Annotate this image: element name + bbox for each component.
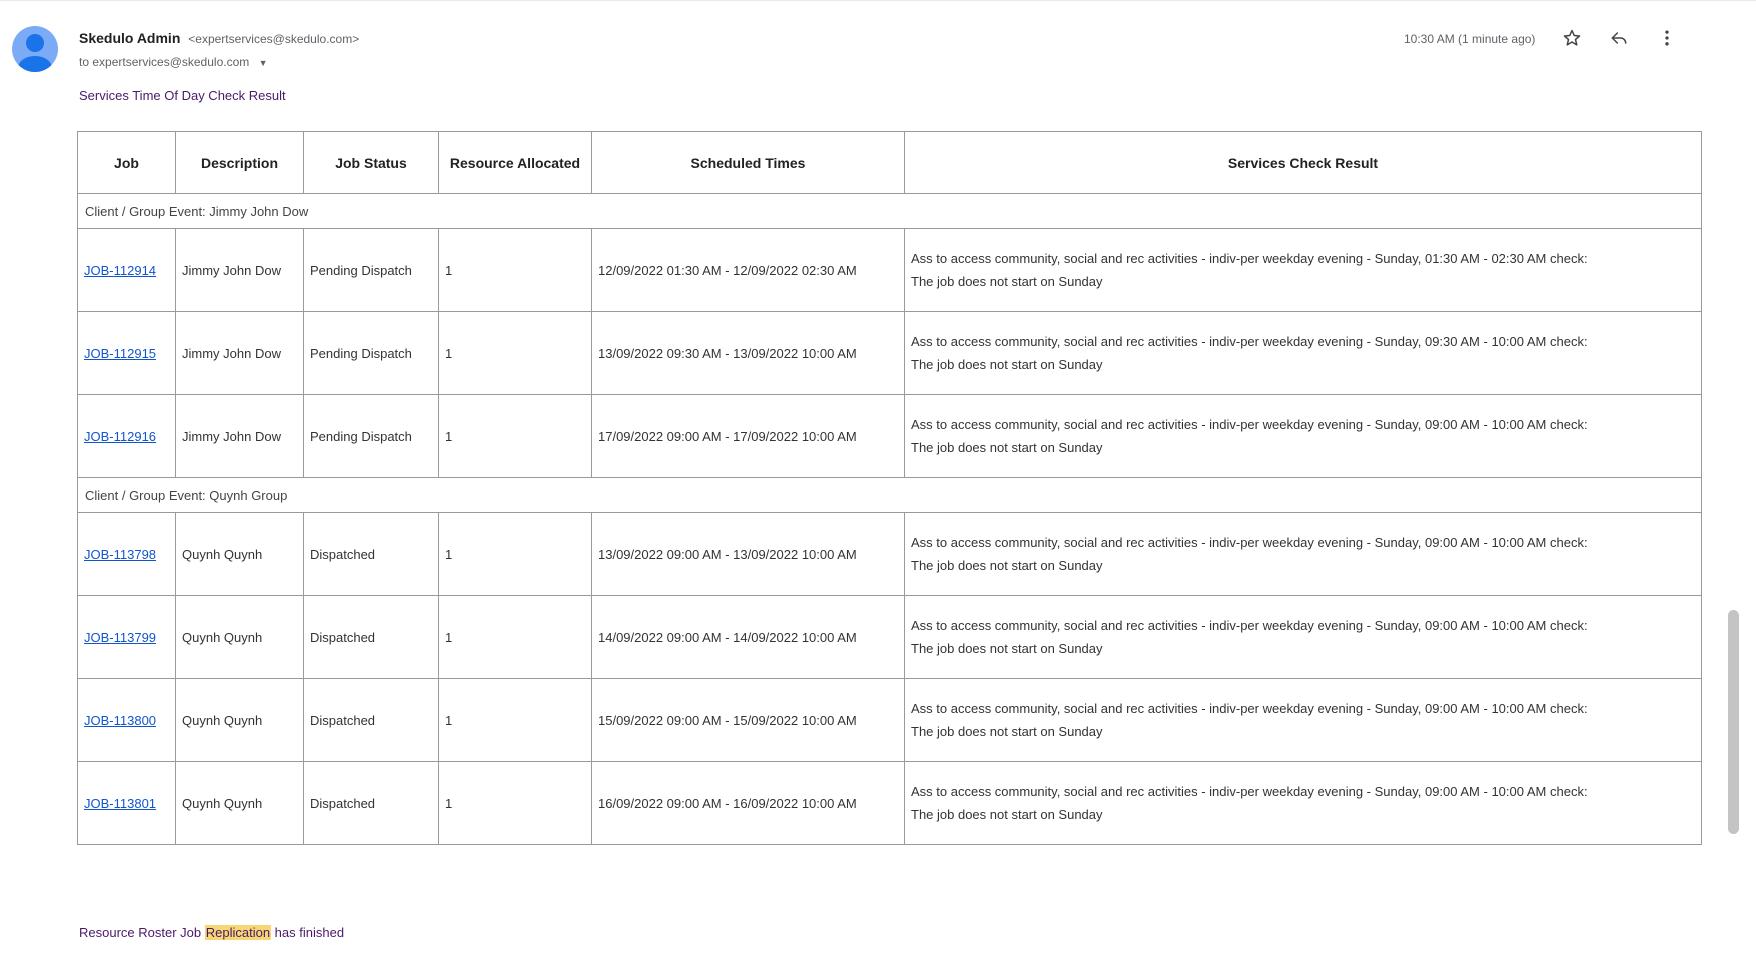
avatar-body bbox=[18, 56, 52, 72]
job-description: Quynh Quynh bbox=[176, 679, 304, 762]
scheduled-times: 16/09/2022 09:00 AM - 16/09/2022 10:00 AM bbox=[592, 762, 905, 845]
caret-down-icon[interactable]: ▼ bbox=[258, 58, 268, 68]
job-link[interactable]: JOB-113801 bbox=[84, 795, 157, 811]
avatar-head bbox=[26, 34, 44, 52]
job-link[interactable]: JOB-112916 bbox=[84, 428, 157, 444]
email-subject: Services Time Of Day Check Result bbox=[79, 88, 286, 103]
group-label: Client / Group Event: Jimmy John Dow bbox=[78, 194, 1702, 229]
resource-allocated: 1 bbox=[439, 312, 592, 395]
table-row bbox=[78, 596, 1702, 679]
resource-allocated: 1 bbox=[439, 513, 592, 596]
footer-message bbox=[79, 925, 344, 940]
message-timestamp: 10:30 AM (1 minute ago) bbox=[1404, 32, 1536, 46]
group-row bbox=[78, 194, 1702, 229]
job-status: Pending Dispatch bbox=[304, 312, 439, 395]
table-row bbox=[78, 229, 1702, 312]
table-row bbox=[78, 679, 1702, 762]
scheduled-times: 15/09/2022 09:00 AM - 15/09/2022 10:00 AM bbox=[592, 679, 905, 762]
check-result: The job does not start on Sunday bbox=[911, 357, 1103, 372]
more-vert-icon[interactable] bbox=[1655, 26, 1679, 50]
sender-email: <expertservices@skedulo.com> bbox=[188, 32, 360, 46]
sender-name[interactable]: Skedulo Admin bbox=[79, 30, 181, 46]
star-icon[interactable] bbox=[1560, 26, 1584, 50]
job-description: Jimmy John Dow bbox=[176, 229, 304, 312]
header-resource-allocated: Resource Allocated bbox=[439, 132, 592, 194]
person-avatar-icon[interactable] bbox=[12, 26, 58, 72]
job-link[interactable]: JOB-113799 bbox=[84, 629, 157, 645]
job-status: Dispatched bbox=[304, 596, 439, 679]
reply-icon[interactable] bbox=[1607, 26, 1631, 50]
sender-line bbox=[79, 30, 359, 46]
check-description: Ass to access community, social and rec activities - indiv-per weekday evening - Sunday, 01:30 AM - 02:30 AM check: bbox=[911, 251, 1588, 266]
job-status: Dispatched bbox=[304, 513, 439, 596]
check-description: Ass to access community, social and rec activities - indiv-per weekday evening - Sunday, 09:00 AM - 10:00 AM check: bbox=[911, 784, 1588, 799]
footer-suffix: has finished bbox=[271, 925, 345, 940]
job-link[interactable]: JOB-113800 bbox=[84, 712, 157, 728]
header-description: Description bbox=[176, 132, 304, 194]
scheduled-times: 13/09/2022 09:30 AM - 13/09/2022 10:00 AM bbox=[592, 312, 905, 395]
check-description: Ass to access community, social and rec activities - indiv-per weekday evening - Sunday, 09:30 AM - 10:00 AM check: bbox=[911, 334, 1588, 349]
check-result-cell bbox=[905, 596, 1702, 679]
check-result-cell bbox=[905, 679, 1702, 762]
table-row bbox=[78, 513, 1702, 596]
job-description: Jimmy John Dow bbox=[176, 395, 304, 478]
top-divider bbox=[0, 0, 1756, 1]
scheduled-times: 17/09/2022 09:00 AM - 17/09/2022 10:00 AM bbox=[592, 395, 905, 478]
check-description: Ass to access community, social and rec activities - indiv-per weekday evening - Sunday, 09:00 AM - 10:00 AM check: bbox=[911, 417, 1588, 432]
group-row bbox=[78, 478, 1702, 513]
job-status: Pending Dispatch bbox=[304, 395, 439, 478]
header-job-status: Job Status bbox=[304, 132, 439, 194]
check-description: Ass to access community, social and rec activities - indiv-per weekday evening - Sunday, 09:00 AM - 10:00 AM check: bbox=[911, 701, 1588, 716]
check-description: Ass to access community, social and rec activities - indiv-per weekday evening - Sunday, 09:00 AM - 10:00 AM check: bbox=[911, 618, 1588, 633]
header-scheduled-times: Scheduled Times bbox=[592, 132, 905, 194]
job-description: Quynh Quynh bbox=[176, 513, 304, 596]
job-link[interactable]: JOB-113798 bbox=[84, 546, 157, 562]
scheduled-times: 12/09/2022 01:30 AM - 12/09/2022 02:30 AM bbox=[592, 229, 905, 312]
resource-allocated: 1 bbox=[439, 229, 592, 312]
check-result: The job does not start on Sunday bbox=[911, 807, 1103, 822]
group-label: Client / Group Event: Quynh Group bbox=[78, 478, 1702, 513]
check-result-cell bbox=[905, 513, 1702, 596]
recipient-label: to expertservices@skedulo.com bbox=[79, 55, 250, 69]
table-row bbox=[78, 762, 1702, 845]
header-job: Job bbox=[78, 132, 176, 194]
table-header-row bbox=[78, 132, 1702, 194]
scheduled-times: 13/09/2022 09:00 AM - 13/09/2022 10:00 AM bbox=[592, 513, 905, 596]
table-row bbox=[78, 312, 1702, 395]
recipient-details[interactable] bbox=[79, 55, 268, 69]
table-row bbox=[78, 395, 1702, 478]
resource-allocated: 1 bbox=[439, 762, 592, 845]
job-link[interactable]: JOB-112915 bbox=[84, 345, 157, 361]
job-link[interactable]: JOB-112914 bbox=[84, 262, 157, 278]
check-result-cell bbox=[905, 762, 1702, 845]
check-result-cell bbox=[905, 312, 1702, 395]
check-result: The job does not start on Sunday bbox=[911, 558, 1103, 573]
check-description: Ass to access community, social and rec activities - indiv-per weekday evening - Sunday, 09:00 AM - 10:00 AM check: bbox=[911, 535, 1588, 550]
check-result: The job does not start on Sunday bbox=[911, 641, 1103, 656]
resource-allocated: 1 bbox=[439, 395, 592, 478]
resource-allocated: 1 bbox=[439, 679, 592, 762]
job-status: Pending Dispatch bbox=[304, 229, 439, 312]
check-result: The job does not start on Sunday bbox=[911, 440, 1103, 455]
check-result-cell bbox=[905, 395, 1702, 478]
job-status: Dispatched bbox=[304, 679, 439, 762]
resource-allocated: 1 bbox=[439, 596, 592, 679]
check-result: The job does not start on Sunday bbox=[911, 724, 1103, 739]
job-description: Jimmy John Dow bbox=[176, 312, 304, 395]
footer-prefix: Resource Roster Job bbox=[79, 925, 205, 940]
footer-highlight: Replication bbox=[205, 925, 271, 940]
job-description: Quynh Quynh bbox=[176, 762, 304, 845]
header-services-check-result: Services Check Result bbox=[905, 132, 1702, 194]
scrollbar-thumb[interactable] bbox=[1728, 610, 1739, 834]
job-description: Quynh Quynh bbox=[176, 596, 304, 679]
job-status: Dispatched bbox=[304, 762, 439, 845]
scheduled-times: 14/09/2022 09:00 AM - 14/09/2022 10:00 AM bbox=[592, 596, 905, 679]
check-result: The job does not start on Sunday bbox=[911, 274, 1103, 289]
check-result-cell bbox=[905, 229, 1702, 312]
services-check-table bbox=[77, 131, 1702, 845]
